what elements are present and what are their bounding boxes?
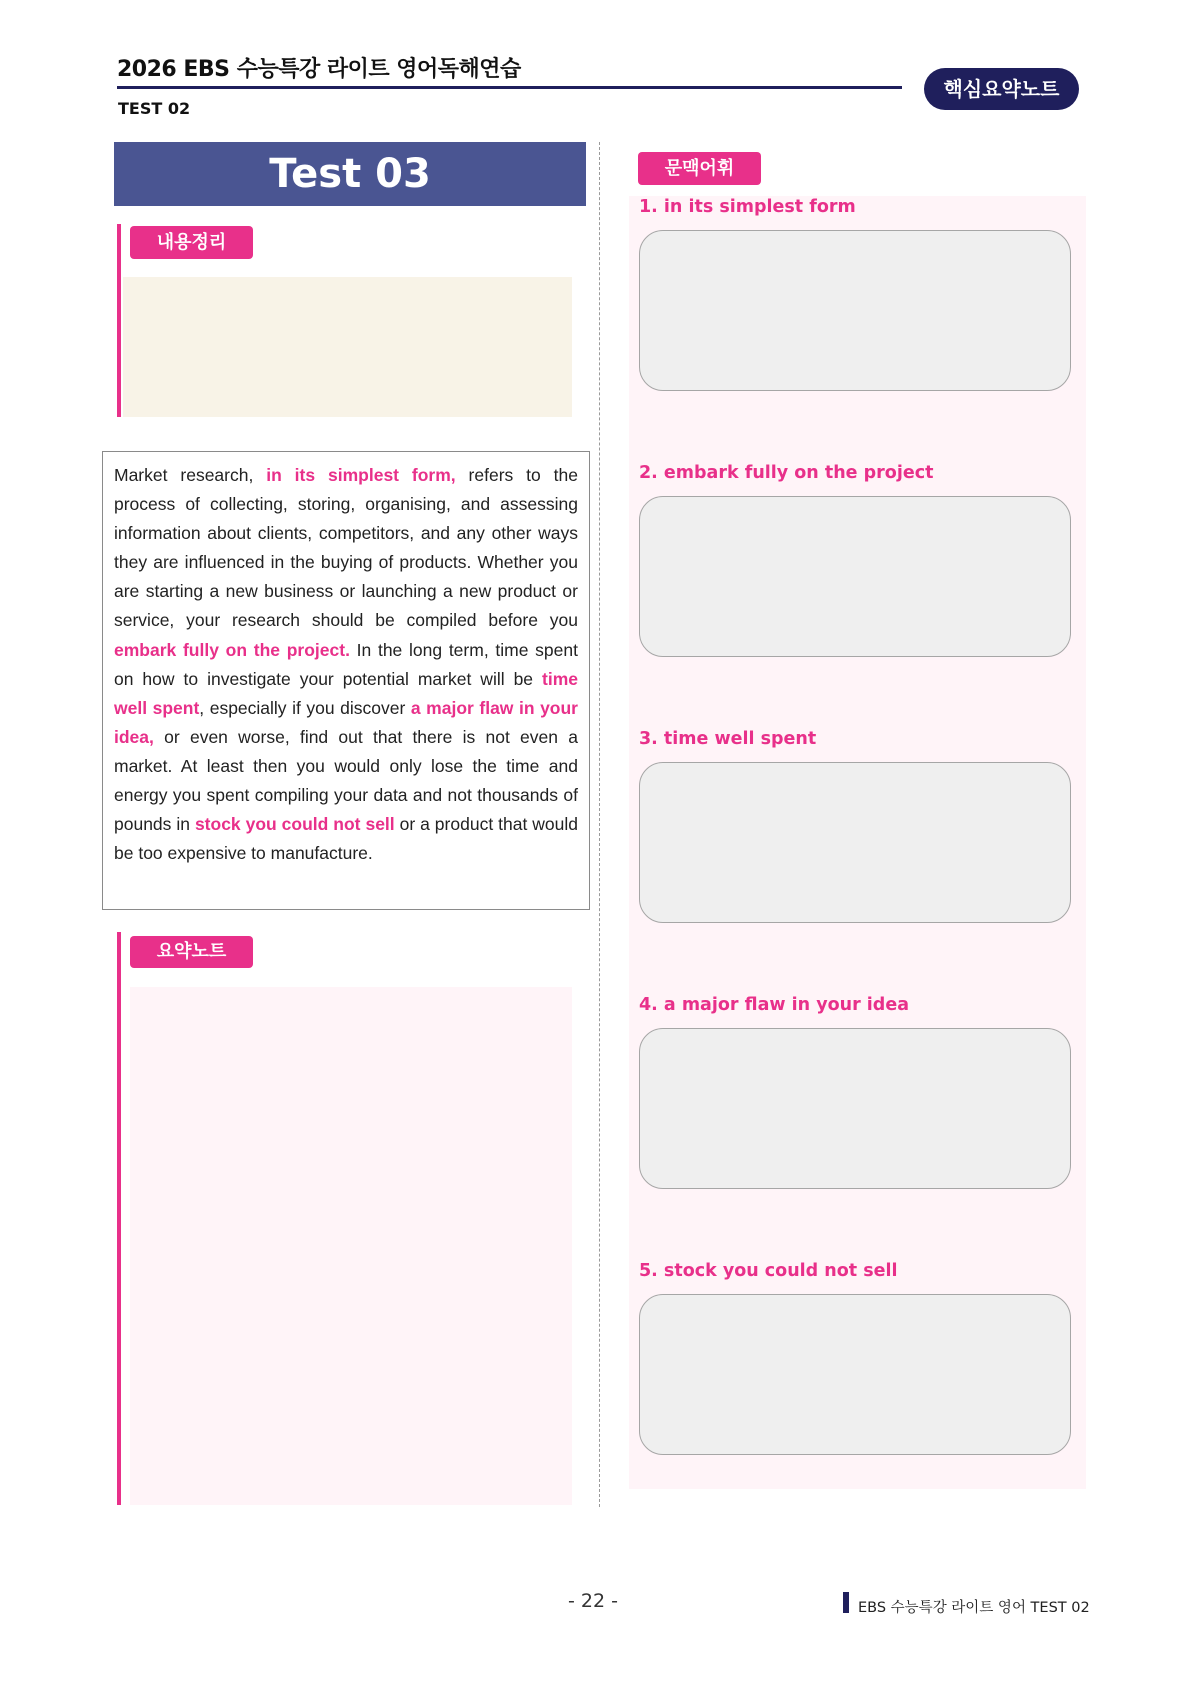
page-number: - 22 -	[568, 1590, 618, 1612]
passage-segment: In the long term, time spent on how to investigate your potential market will be	[114, 639, 578, 689]
vocab-answer-box[interactable]	[639, 496, 1071, 657]
highlighted-phrase: embark fully on the project.	[114, 639, 350, 660]
header-badge: 핵심요약노트	[924, 68, 1079, 110]
footer-text: EBS 수능특강 라이트 영어 TEST 02	[858, 1600, 1090, 1616]
footer-accent-bar	[843, 1592, 849, 1613]
header-subtitle: TEST 02	[118, 99, 191, 118]
vocab-item-label: 1. in its simplest form	[639, 197, 856, 217]
vocab-answer-box[interactable]	[639, 1294, 1071, 1455]
header-title: 2026 EBS 수능특강 라이트 영어독해연습	[117, 57, 521, 82]
vocab-tag: 문맥어휘	[638, 152, 761, 185]
highlighted-phrase: time well spent	[114, 668, 578, 718]
vocab-answer-box[interactable]	[639, 762, 1071, 923]
passage-text	[102, 451, 590, 910]
content-tag: 내용정리	[130, 226, 253, 259]
test-title-banner: Test 03	[114, 142, 586, 206]
vocab-answer-box[interactable]	[639, 1028, 1071, 1189]
passage-segment: , especially if you discover	[199, 697, 411, 718]
vocab-item-label: 2. embark fully on the project	[639, 463, 934, 483]
highlighted-phrase: stock you could not sell	[194, 814, 395, 835]
content-section-bar	[117, 224, 121, 417]
summary-section-bar	[117, 932, 121, 1505]
summary-tag: 요약노트	[130, 936, 253, 968]
passage-segment: Market research,	[114, 465, 267, 485]
passage-segment: or even worse, find out that there is not even a market. At least then you would only lose the time and energy you spent compiling your data and not thousands of pounds in	[114, 726, 578, 835]
passage-segment: or a product that would be too expensive to manufacture.	[114, 814, 578, 864]
highlighted-phrase: a major flaw in your idea,	[114, 697, 578, 747]
vocab-item-label: 5. stock you could not sell	[639, 1261, 898, 1281]
summary-note-box[interactable]	[130, 987, 572, 1505]
highlighted-phrase: in its simplest form,	[266, 465, 456, 485]
column-divider	[599, 142, 600, 1507]
content-summary-box[interactable]	[123, 277, 572, 417]
vocab-answer-box[interactable]	[639, 230, 1071, 391]
vocab-item-label: 4. a major flaw in your idea	[639, 995, 910, 1015]
passage-segment: refers to the process of collecting, storing, organising, and assessing information about clients, competitors, and any other ways they are influenced in the buying of products. Whether you are starting a new business or launching a new product or service, your research should be compiled before you	[114, 465, 579, 631]
header-divider	[117, 86, 902, 89]
vocab-item-label: 3. time well spent	[639, 729, 817, 749]
